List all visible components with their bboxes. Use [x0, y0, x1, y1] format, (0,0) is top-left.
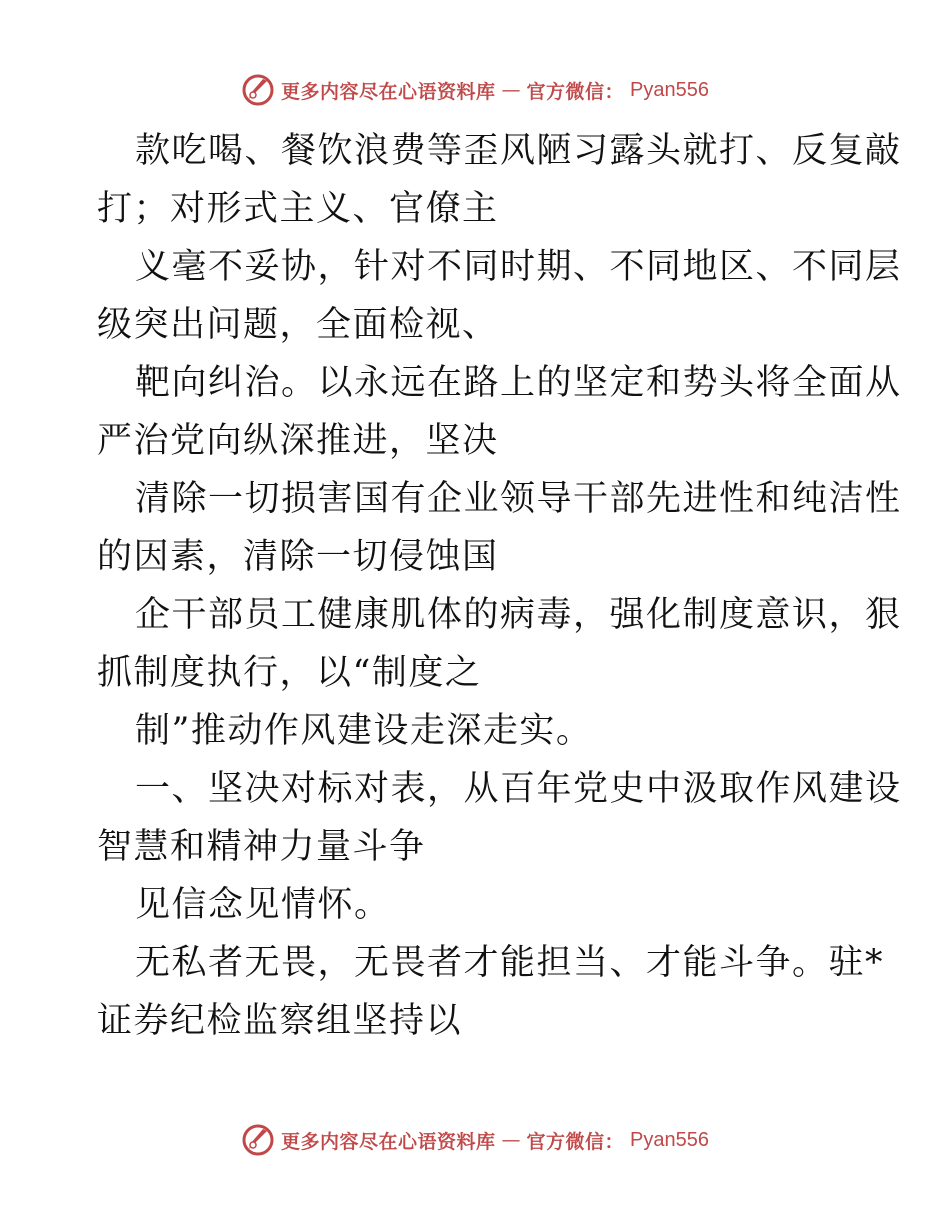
text-line: 义毫不妥协，针对不同时期、不同地区、不同层: [135, 247, 902, 287]
text-line: 打；对形式主义、官僚主: [97, 189, 499, 229]
text-line: 靶向纠治。以永远在路上的坚定和势头将全面从: [135, 363, 902, 403]
quill-seal-icon: [241, 73, 275, 107]
text-line: 无私者无畏，无畏者才能担当、才能斗争。驻*: [135, 943, 885, 983]
text-line: 见信念见情怀。: [135, 885, 391, 925]
section-heading-line: 智慧和精神力量斗争: [97, 827, 426, 867]
text-line: 抓制度执行，以“制度之: [97, 653, 482, 693]
text-line: 款吃喝、餐饮浪费等歪风陋习露头就打、反复敲: [135, 131, 902, 171]
watermark-separator: —: [501, 79, 521, 101]
text-line: 企干部员工健康肌体的病毒，强化制度意识，狠: [135, 595, 902, 635]
header-watermark: [0, 70, 950, 110]
quill-seal-icon: [241, 1123, 275, 1157]
watermark-id: Pyan556: [630, 1128, 709, 1151]
footer-watermark: [0, 1120, 950, 1160]
text-line: 的因素，清除一切侵蚀国: [97, 537, 499, 577]
document-body: [97, 122, 902, 1050]
text-line: 清除一切损害国有企业领导干部先进性和纯洁性: [135, 479, 902, 519]
section-heading-line: 一、坚决对标对表，从百年党史中汲取作风建设: [135, 769, 902, 809]
watermark-id: Pyan556: [630, 78, 709, 101]
watermark-brand: 更多内容尽在心语资料库: [281, 1130, 496, 1153]
text-line: 制”推动作风建设走深走实。: [135, 711, 593, 751]
text-line: 严治党向纵深推进，坚决: [97, 421, 499, 461]
watermark-brand: 更多内容尽在心语资料库: [281, 80, 496, 103]
watermark-separator: —: [501, 1129, 521, 1151]
watermark-label: 官方微信：: [526, 80, 625, 103]
text-line: 证券纪检监察组坚持以: [97, 1001, 463, 1041]
watermark-label: 官方微信：: [526, 1130, 625, 1153]
text-line: 级突出问题，全面检视、: [97, 305, 499, 345]
